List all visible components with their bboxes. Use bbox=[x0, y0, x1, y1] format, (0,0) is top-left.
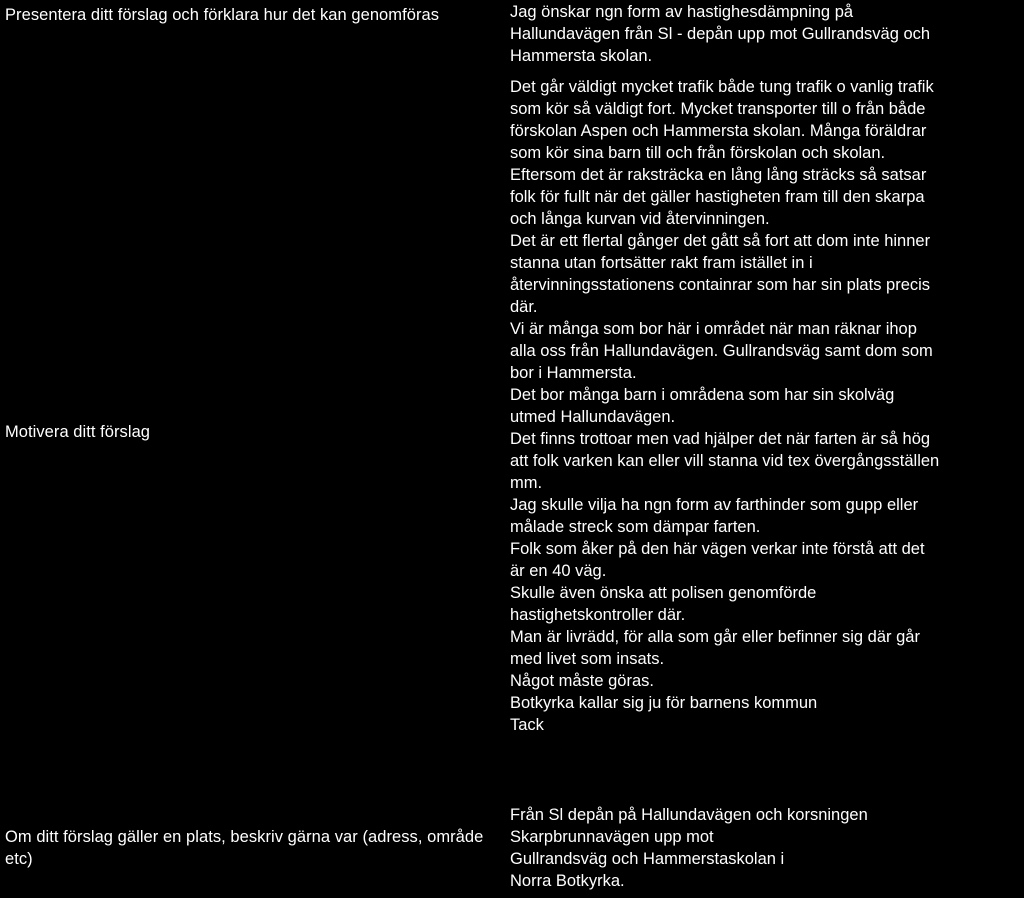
answer-line: med livet som insats. bbox=[510, 650, 665, 668]
answer-line: är en 40 väg. bbox=[510, 562, 607, 580]
answer-line: Jag önskar ngn form av hastighesdämpning på bbox=[510, 3, 854, 21]
field-label-location: Om ditt förslag gäller en plats, beskriv gärna var (adress, område etc) bbox=[5, 828, 484, 868]
answer-line: återvinningsstationens containrar som har sin plats precis bbox=[510, 276, 931, 294]
answer-line: Vi är många som bor här i området när man räknar ihop bbox=[510, 320, 917, 338]
answer-line: utmed Hallundavägen. bbox=[510, 408, 676, 426]
answer-line: som kör sina barn till och från förskolan och skolan. bbox=[510, 144, 886, 162]
answer-line: Det bor många barn i områdena som har sin skolväg bbox=[510, 386, 895, 404]
answer-line: Det går väldigt mycket trafik både tung trafik o vanlig trafik bbox=[510, 78, 934, 96]
answer-line: Det är ett flertal gånger det gått så fort att dom inte hinner bbox=[510, 232, 931, 250]
answer-line: Norra Botkyrka. bbox=[510, 872, 625, 890]
answer-line: Folk som åker på den här vägen verkar inte förstå att det bbox=[510, 540, 925, 558]
answer-line: där. bbox=[510, 298, 538, 316]
answer-line: Eftersom det är raksträcka en lång lång sträcks så satsar bbox=[510, 166, 927, 184]
answer-line: Jag skulle vilja ha ngn form av farthinder som gupp eller bbox=[510, 496, 919, 514]
answer-line: alla oss från Hallundavägen. Gullrandsväg samt dom som bbox=[510, 342, 933, 360]
answer-line: folk för fullt när det gäller hastigheten fram till den skarpa bbox=[510, 188, 925, 206]
answer-line: som kör så väldigt fort. Mycket transporter till o från både bbox=[510, 100, 926, 118]
answer-line: Det finns trottoar men vad hjälper det när farten är så hög bbox=[510, 430, 931, 448]
answer-line: Hallundavägen från Sl - depån upp mot Gullrandsväg och bbox=[510, 25, 931, 43]
field-answer-proposal bbox=[510, 1, 1015, 67]
answer-line: målade streck som dämpar farten. bbox=[510, 518, 761, 536]
answer-line: Skarpbrunnavägen upp mot bbox=[510, 828, 714, 846]
answer-line: Gullrandsväg och Hammerstaskolan i bbox=[510, 850, 785, 868]
answer-line: Något måste göras. bbox=[510, 672, 654, 690]
answer-line: Från Sl depån på Hallundavägen och korsningen bbox=[510, 806, 868, 824]
answer-line: Skulle även önska att polisen genomförde bbox=[510, 584, 817, 602]
answer-line: och långa kurvan vid återvinningen. bbox=[510, 210, 770, 228]
answer-line: förskolan Aspen och Hammersta skolan. Många föräldrar bbox=[510, 122, 927, 140]
answer-line: Tack bbox=[510, 716, 544, 734]
field-answer-location bbox=[510, 804, 1015, 892]
answer-line: stanna utan fortsätter rakt fram istället in i bbox=[510, 254, 813, 272]
field-answer-motivation bbox=[510, 76, 1015, 736]
answer-line: hastighetskontroller där. bbox=[510, 606, 686, 624]
answer-line: Hammersta skolan. bbox=[510, 47, 653, 65]
answer-line: Man är livrädd, för alla som går eller befinner sig där går bbox=[510, 628, 920, 646]
answer-line: bor i Hammersta. bbox=[510, 364, 637, 382]
answer-line: mm. bbox=[510, 474, 543, 492]
field-label-proposal: Presentera ditt förslag och förklara hur det kan genomföras bbox=[5, 6, 440, 24]
answer-line: att folk varken kan eller vill stanna vid tex övergångsställen bbox=[510, 452, 940, 470]
answer-line: Botkyrka kallar sig ju för barnens kommun bbox=[510, 694, 818, 712]
field-label-motivation: Motivera ditt förslag bbox=[5, 423, 151, 441]
